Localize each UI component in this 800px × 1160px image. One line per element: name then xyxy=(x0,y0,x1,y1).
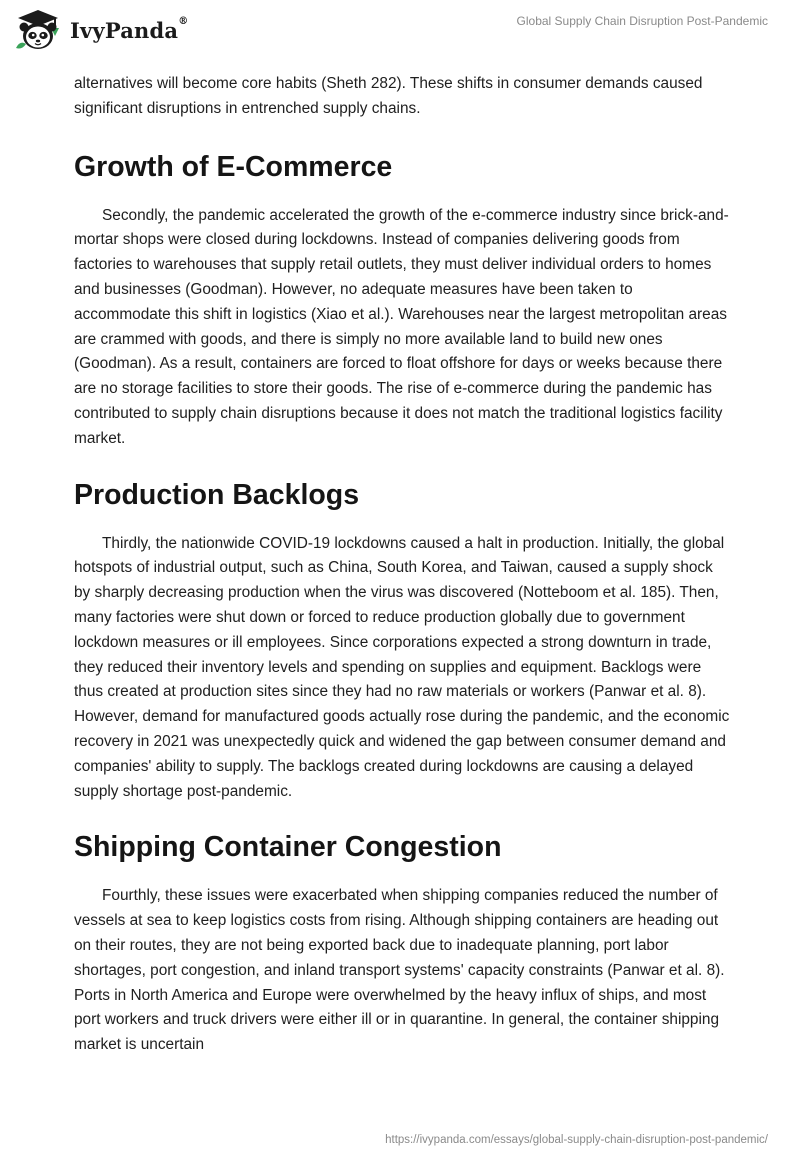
section-heading-shipping-congestion: Shipping Container Congestion xyxy=(74,831,502,864)
panda-graduate-icon xyxy=(14,8,66,52)
brand-name: IvyPanda® xyxy=(70,15,189,43)
section-paragraph-shipping-congestion: Fourthly, these issues were exacerbated when shipping companies reduced the number of vessels at sea to keep logistics costs from rising. Although shipping containers are heading out on their routes, they are not being exported back due to inadequate planning, port labor shortages, port congestion, and inland transport systems' capacity constraints (Panwar et al. 8). Ports in North America and Europe were overwhelmed by the heavy influx of ships, and most port workers and truck drivers were either ill or in quarantine. In general, the container shipping market is uncertain xyxy=(74,887,725,1054)
intro-paragraph: alternatives will become core habits (Sheth 282). These shifts in consumer demands caused significant disruptions in entrenched supply chains. xyxy=(74,75,703,117)
essay-body xyxy=(74,72,730,1058)
section-heading-ecommerce: Growth of E-Commerce xyxy=(74,150,393,183)
source-url[interactable]: https://ivypanda.com/essays/global-supply-chain-disruption-post-pandemic/ xyxy=(385,1134,768,1146)
section-paragraph-production-backlogs: Thirdly, the nationwide COVID-19 lockdowns caused a halt in production. Initially, the global hotspots of industrial output, such as China, South Korea, and Taiwan, caused a supply shock by sharply decreasing production when the virus was discovered (Notteboom et al. 185). Then, many factories were shut down or forced to reduce production globally due to government lockdown measures or ill employees. Since corporations expected a strong downturn in trade, they reduced their inventory levels and spending on supplies and equipment. Backlogs were thus created at production sites since they had no raw materials or workers (Panwar et al. 8). However, demand for manufactured goods actually rose during the pandemic, and the economic recovery in 2021 was unexpectedly quick and widened the gap between consumer demand and companies' ability to supply. The backlogs created during lockdowns are causing a delayed supply shortage post-pandemic. xyxy=(74,534,730,800)
page-header xyxy=(0,0,800,64)
section-heading-production-backlogs: Production Backlogs xyxy=(74,478,360,511)
section-paragraph-ecommerce: Secondly, the pandemic accelerated the growth of the e-commerce industry since brick-and-mortar shops were closed during lockdowns. Instead of companies delivering goods from factories to warehouses that supply retail outlets, they must deliver individual orders to homes and businesses (Goodman). However, no adequate measures have been taken to accommodate this shift in logistics (Xiao et al.). Warehouses near the largest metropolitan areas are crammed with goods, and there is simply no more available land to build new ones (Goodman). As a result, containers are forced to float offshore for days or weeks because there are no storage facilities to store their goods. The rise of e-commerce during the pandemic has contributed to supply chain disruptions because it does not match the traditional logistics facility market. xyxy=(74,206,729,447)
document-title: Global Supply Chain Disruption Post-Pandemic xyxy=(516,14,768,28)
registered-mark: ® xyxy=(178,15,189,27)
ivypanda-logo[interactable] xyxy=(14,8,188,52)
